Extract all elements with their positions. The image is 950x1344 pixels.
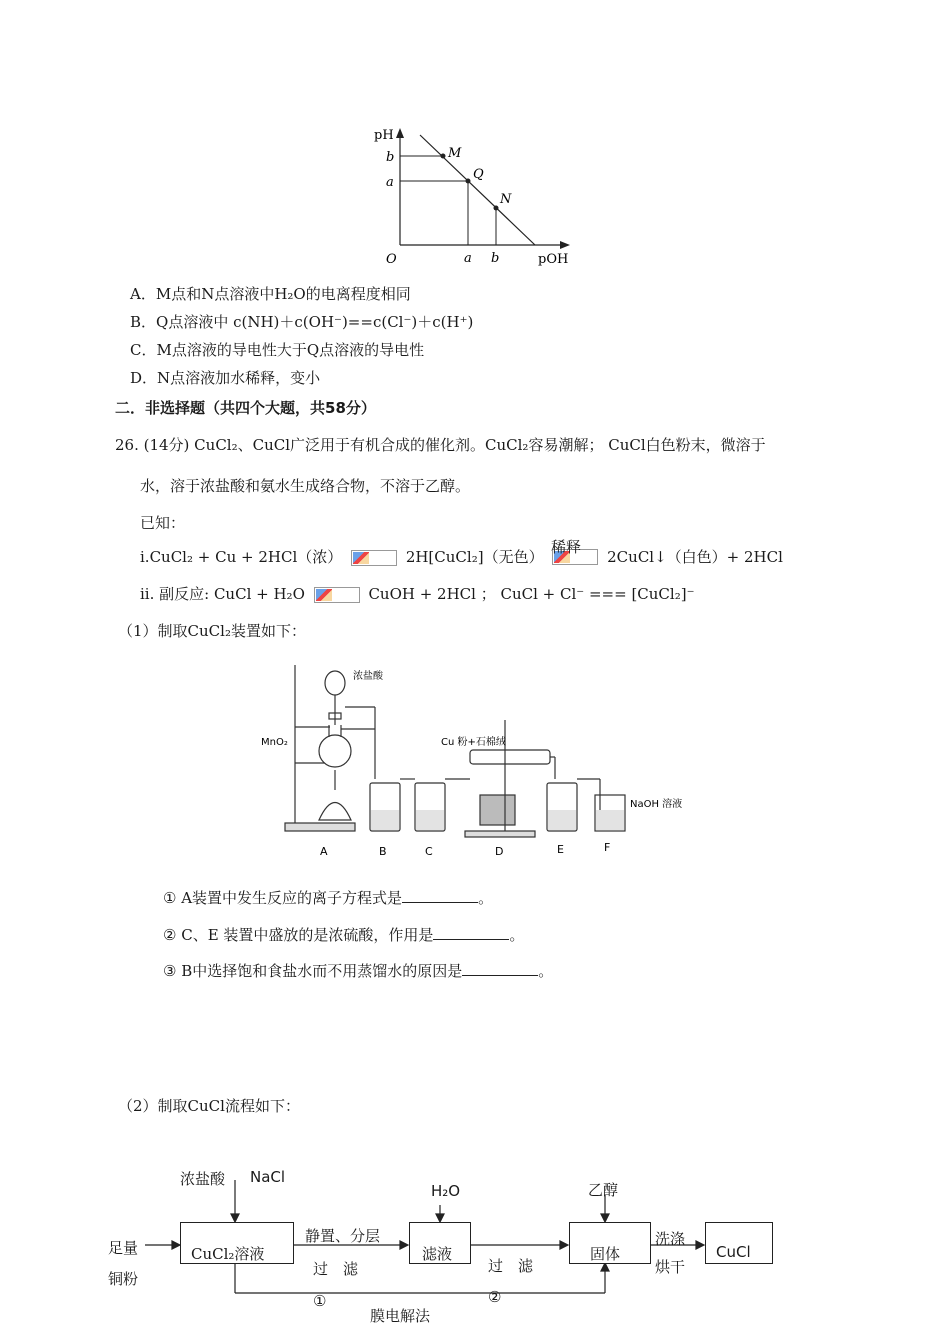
period: 。 bbox=[538, 962, 554, 980]
option-a: A．M点和N点溶液中H₂O的电离程度相同 bbox=[130, 285, 411, 303]
sub-question-1 bbox=[163, 887, 493, 908]
flow-box-label: CuCl₂溶液 bbox=[191, 1245, 265, 1263]
sub-question-2-text: ② C、E 装置中盛放的是浓硫酸，作用是 bbox=[163, 926, 434, 944]
option-b: B．Q点溶液中 c(NH)＋c(OH⁻)==c(Cl⁻)＋c(H⁺) bbox=[130, 313, 474, 331]
eq-i-left: i.CuCl₂ + Cu + 2HCl（浓） bbox=[140, 548, 343, 566]
eq-ii-right: CuOH + 2HCl ； CuCl + Cl⁻ === [CuCl₂]⁻ bbox=[368, 585, 695, 603]
flow-step2: 过 滤 bbox=[488, 1257, 534, 1275]
flow-circle-2: ② bbox=[488, 1288, 502, 1306]
origin-label: O bbox=[386, 252, 397, 267]
sub-question-3 bbox=[163, 960, 553, 981]
flow-step1-bottom: 过 滤 bbox=[313, 1260, 359, 1278]
ph-poh-graph bbox=[370, 125, 580, 270]
flow-box-solid bbox=[569, 1222, 651, 1264]
apparatus-diagram bbox=[255, 655, 725, 865]
flow-box-filtrate bbox=[409, 1222, 471, 1264]
point-q: Q bbox=[473, 167, 484, 182]
apparatus-label-a: A bbox=[320, 845, 328, 858]
q26-intro-line2: 水，溶于浓盐酸和氨水生成络合物，不溶于乙醇。 bbox=[140, 477, 471, 495]
answer-blank[interactable] bbox=[402, 888, 478, 903]
flow-box-cucl2-solution bbox=[180, 1222, 294, 1264]
reaction-arrow-icon bbox=[314, 587, 360, 603]
flow-box-cucl bbox=[705, 1222, 773, 1264]
flow-step3-bottom: 烘干 bbox=[655, 1258, 686, 1276]
eq-i-middle: 2H[CuCl₂]（无色） bbox=[405, 548, 544, 566]
apparatus-label-f: F bbox=[604, 841, 611, 854]
flow-box-label: 滤液 bbox=[422, 1245, 453, 1263]
section-title: 二．非选择题（共四个大题，共58分） bbox=[115, 399, 376, 417]
eq-ii-left: ii. 副反应: CuCl + H₂O bbox=[140, 585, 305, 603]
flow-start-2: 铜粉 bbox=[108, 1270, 139, 1288]
flow-input-nacl: NaCl bbox=[250, 1168, 286, 1186]
point-n: N bbox=[500, 192, 512, 207]
q26-intro-line1: 26. (14分) CuCl₂、CuCl广泛用于有机合成的催化剂。CuCl₂容易潮解； CuCl白色粉末，微溶于 bbox=[115, 436, 766, 454]
apparatus-label-c: C bbox=[425, 845, 433, 858]
label-cu-powder: Cu 粉+石棉绒 bbox=[441, 737, 506, 748]
flow-input-conc-hcl: 浓盐酸 bbox=[180, 1170, 226, 1188]
period: 。 bbox=[478, 889, 494, 907]
period: 。 bbox=[509, 926, 525, 944]
flow-box-label: 固体 bbox=[590, 1245, 621, 1263]
flow-input-ethanol: 乙醇 bbox=[588, 1181, 619, 1199]
flow-circle-1: ① bbox=[313, 1292, 327, 1310]
flow-chart-arrows bbox=[0, 1160, 950, 1344]
equation-i bbox=[140, 546, 783, 567]
y-tick-b: b bbox=[386, 150, 395, 165]
part2-title: （2）制取CuCl流程如下： bbox=[118, 1097, 300, 1115]
flow-membrane: 膜电解法 bbox=[370, 1307, 431, 1325]
apparatus-label-b: B bbox=[379, 845, 387, 858]
x-tick-b: b bbox=[491, 251, 500, 266]
answer-blank[interactable] bbox=[462, 961, 538, 976]
part1-title: （1）制取CuCl₂装置如下： bbox=[118, 622, 306, 640]
sub-question-3-text: ③ B中选择饱和食盐水而不用蒸馏水的原因是 bbox=[163, 962, 463, 980]
label-mno2: MnO₂ bbox=[261, 737, 288, 748]
answer-blank[interactable] bbox=[433, 925, 509, 940]
eq-i-right: 2CuCl↓（白色）+ 2HCl bbox=[607, 548, 783, 566]
reaction-arrow-icon bbox=[351, 550, 397, 566]
option-c: C．M点溶液的导电性大于Q点溶液的导电性 bbox=[130, 341, 425, 359]
flow-step1-top: 静置、分层 bbox=[305, 1227, 381, 1245]
point-m: M bbox=[448, 146, 462, 161]
label-conc-hcl: 浓盐酸 bbox=[353, 671, 383, 682]
apparatus-label-e: E bbox=[557, 843, 564, 856]
x-axis-label: pOH bbox=[538, 252, 569, 267]
sub-question-2 bbox=[163, 924, 524, 945]
known-label: 已知： bbox=[140, 514, 186, 532]
flow-box-label: CuCl bbox=[716, 1243, 751, 1261]
label-naoh: NaOH 溶液 bbox=[630, 799, 683, 810]
apparatus-label-d: D bbox=[495, 845, 504, 858]
y-axis-label: pH bbox=[374, 128, 394, 143]
flow-step3-top: 洗涤 bbox=[655, 1230, 686, 1248]
option-d: D．N点溶液加水稀释，变小 bbox=[130, 369, 321, 387]
flow-input-h2o: H₂O bbox=[431, 1182, 461, 1200]
eq-i-dilute-label: 稀释 bbox=[551, 538, 582, 556]
flow-start-1: 足量 bbox=[108, 1239, 139, 1257]
y-tick-a: a bbox=[386, 175, 394, 190]
sub-question-1-text: ① A装置中发生反应的离子方程式是 bbox=[163, 889, 403, 907]
x-tick-a: a bbox=[464, 251, 472, 266]
equation-ii bbox=[140, 583, 695, 604]
